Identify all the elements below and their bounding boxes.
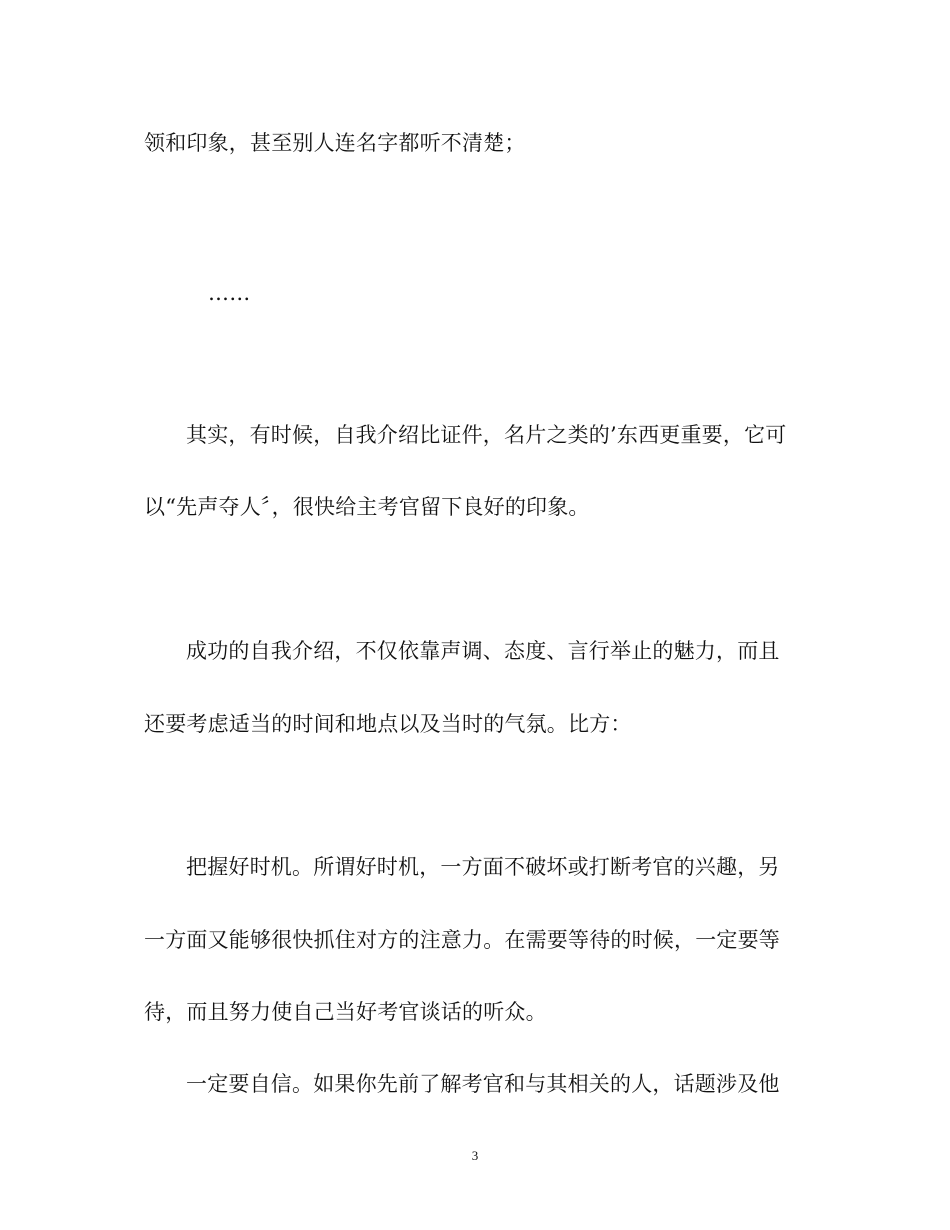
ellipsis-line: …… [208, 281, 251, 305]
paragraph-start-line: 成功的自我介绍，不仅依靠声调、态度、言行举止的魅力，而且 [186, 639, 780, 663]
text-line: 领和印象，甚至别人连名字都听不清楚； [144, 131, 526, 155]
paragraph-start-line: 其实，有时候，自我介绍比证件，名片之类的’东西更重要，它可 [186, 423, 787, 447]
page-number: 3 [471, 1148, 479, 1163]
text-line: 待，而且努力使自己当好考官谈话的听众。 [144, 1000, 547, 1024]
paragraph-start-line: 把握好时机。所谓好时机，一方面不破坏或打断考官的兴趣，另 [186, 855, 780, 879]
text-line: 以“先声夺人〞，很快给主考官留下良好的印象。 [144, 495, 590, 519]
text-line: 一方面又能够很快抓住对方的注意力。在需要等待的时候，一定要等 [144, 928, 780, 952]
paragraph-start-line: 一定要自信。如果你先前了解考官和与其相关的人，话题涉及他 [186, 1072, 780, 1096]
text-line: 还要考虑适当的时间和地点以及当时的气氛。比方： [144, 712, 632, 736]
